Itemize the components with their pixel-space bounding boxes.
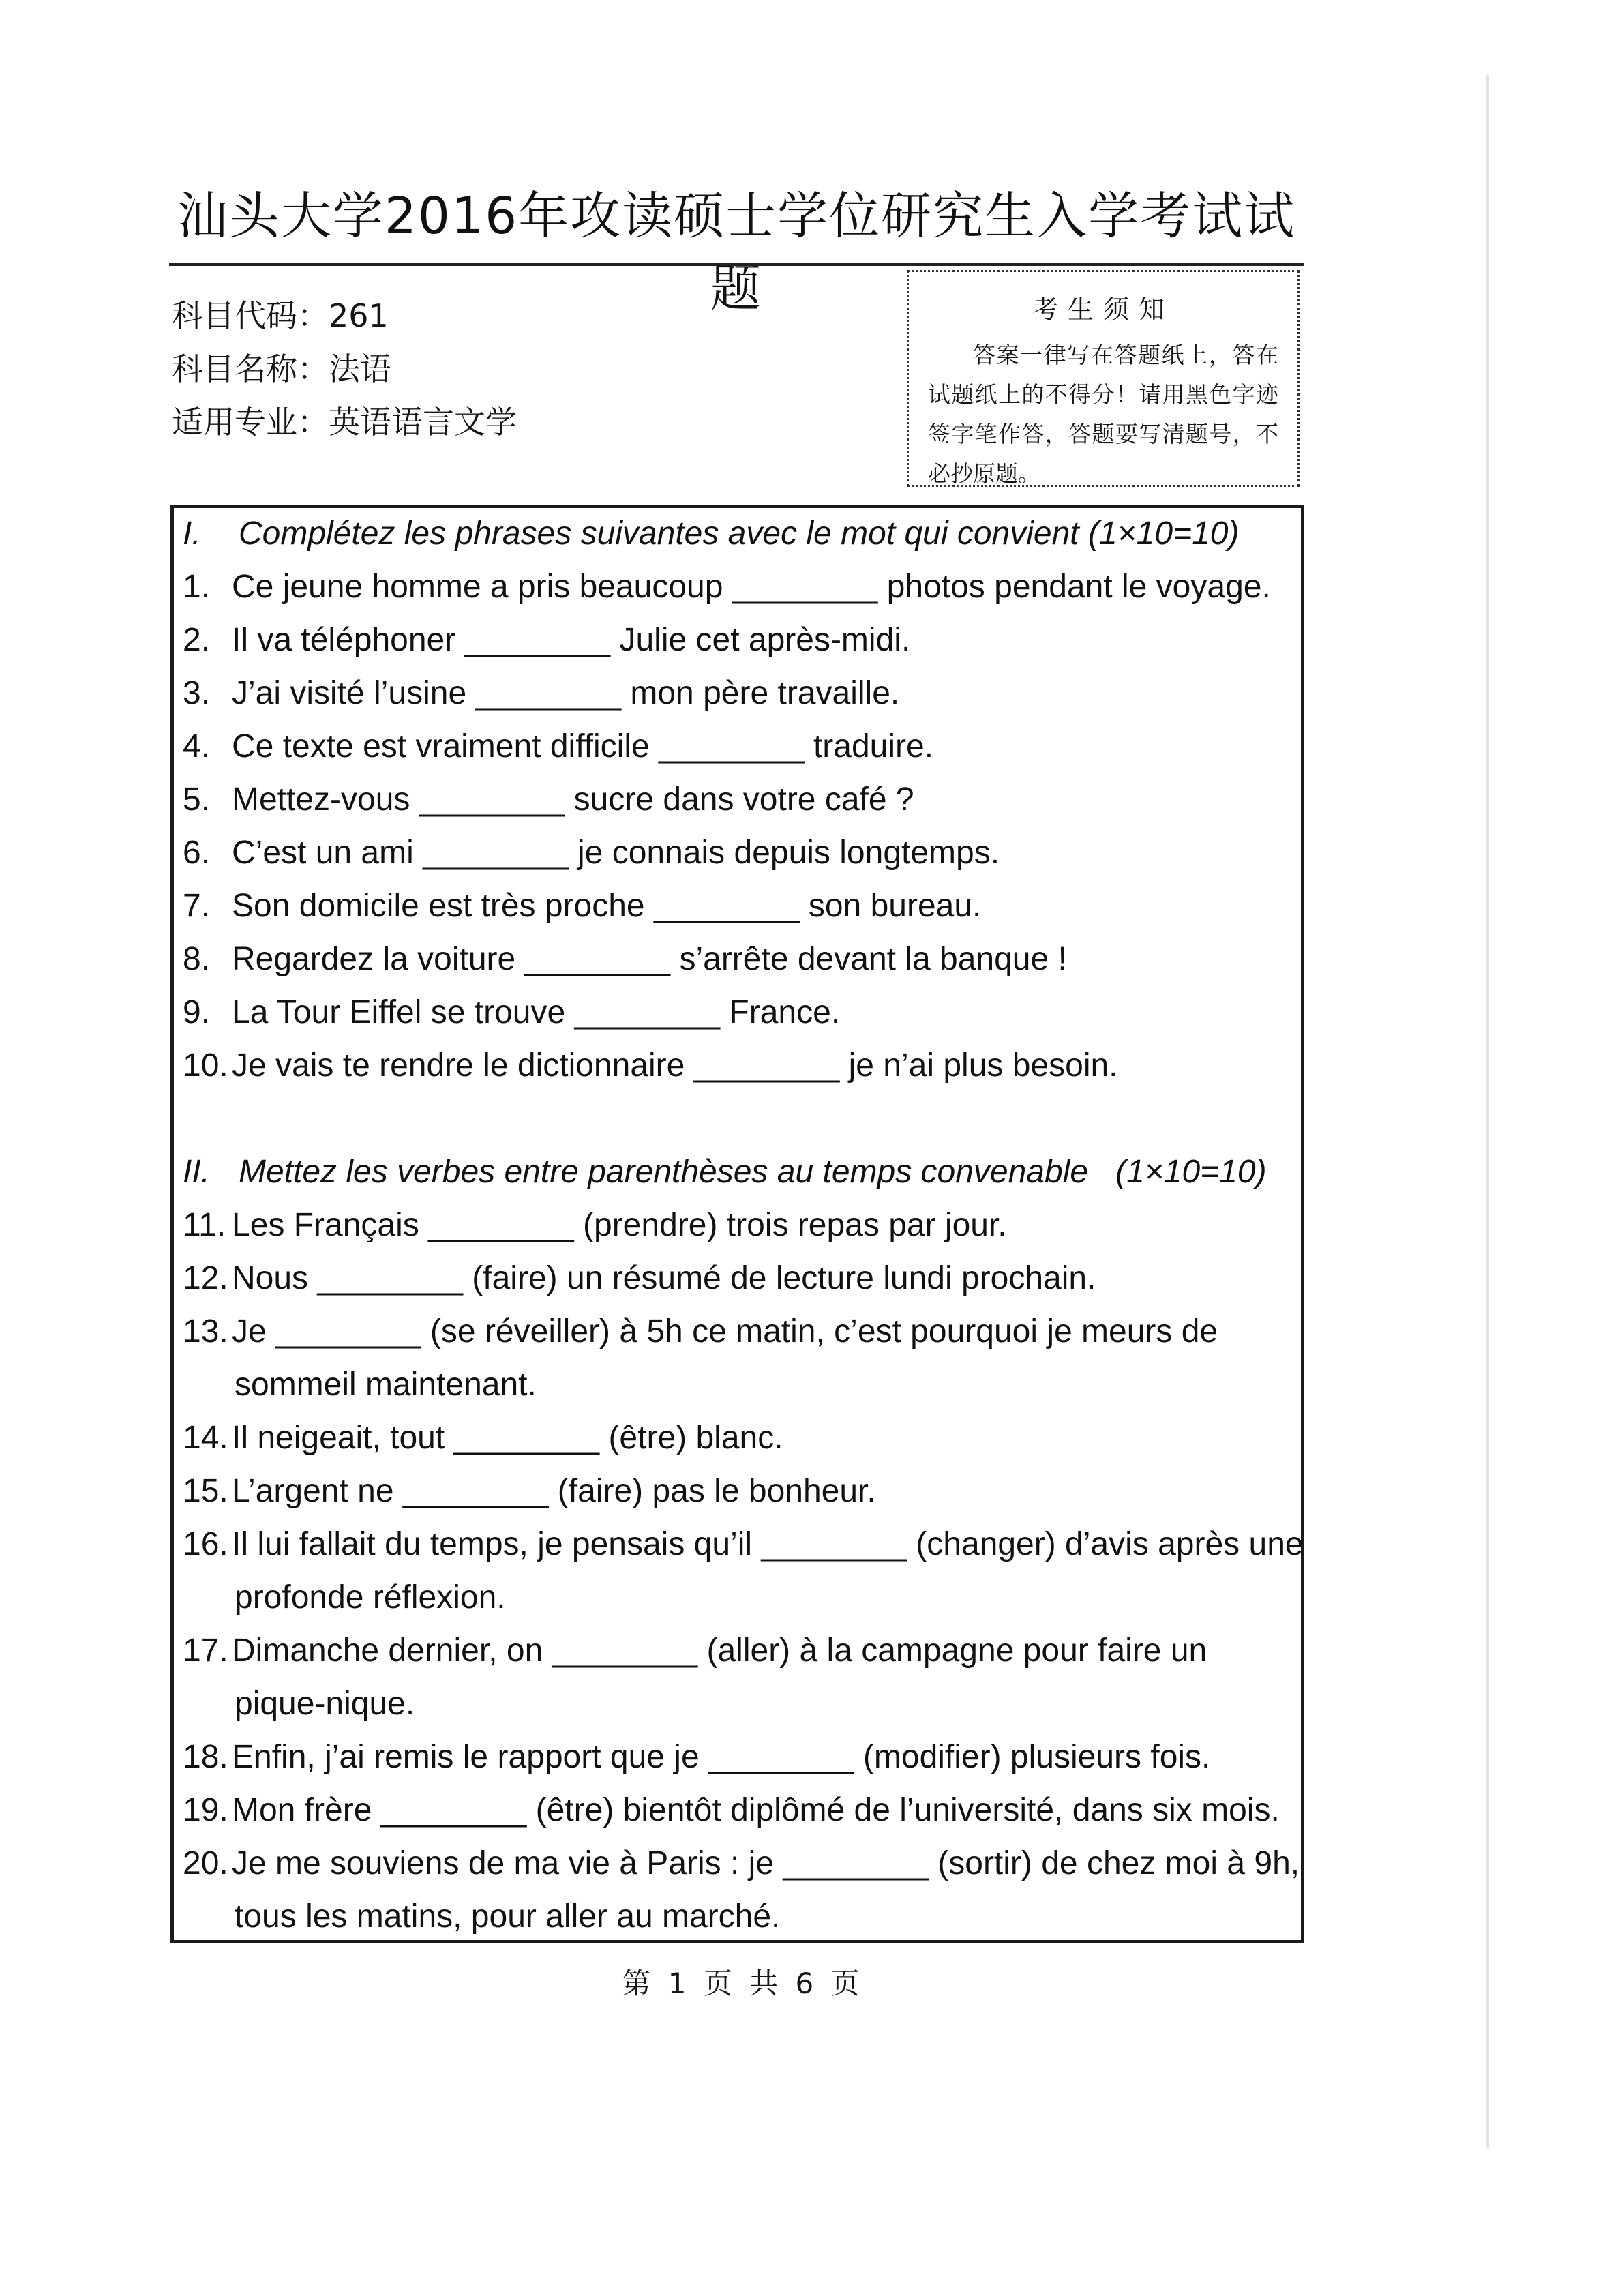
question-number: 11. [183, 1207, 226, 1243]
question-text: Mettez-vous ________ sucre dans votre café ? [232, 781, 914, 818]
question-text: Son domicile est très proche ________ son bureau. [232, 888, 982, 924]
question-7 [183, 880, 1301, 933]
question-text: C’est un ami ________ je connais depuis longtemps. [232, 835, 1000, 871]
question-20-continuation: tous les matins, pour aller au marché. [235, 1898, 781, 1935]
question-6 [183, 826, 1301, 880]
notice-body: 答案一律写在答题纸上，答在试题纸上的不得分！请用黑色字迹签字笔作答，答题要写清题号，不必抄原题。 [928, 342, 1278, 487]
question-text: Il va téléphoner ________ Julie cet après-midi. [232, 622, 911, 658]
question-text: Dimanche dernier, on ________ (aller) à la campagne pour faire un [232, 1632, 1207, 1669]
section-2-title: Mettez les verbes entre parenthèses au temps convenable [239, 1154, 1089, 1190]
question-12 [183, 1252, 1301, 1305]
question-16 [183, 1518, 1304, 1571]
question-number: 5. [183, 781, 211, 818]
question-text: L’argent ne ________ (faire) pas le bonheur. [232, 1473, 876, 1509]
section-2-number: II. [183, 1154, 211, 1190]
question-text: J’ai visité l’usine ________ mon père travaille. [232, 675, 900, 711]
question-17 [183, 1624, 1301, 1678]
question-text: Ce jeune homme a pris beaucoup ________ photos pendant le voyage. [232, 569, 1271, 605]
question-10 [183, 1039, 1301, 1092]
question-11 [183, 1199, 1301, 1252]
question-4 [183, 720, 1301, 773]
question-17-continuation: pique-nique. [235, 1686, 415, 1722]
page-footer: 第 1 页 共 6 页 [622, 1967, 864, 2000]
exam-meta [172, 289, 517, 449]
question-number: 9. [183, 994, 211, 1030]
subject-name-label: 科目名称： [172, 351, 329, 387]
question-text: Mon frère ________ (être) bientôt diplômé de l’université, dans six mois. [232, 1792, 1280, 1828]
question-number: 13. [183, 1313, 228, 1350]
section-gap [183, 1092, 1301, 1146]
section-2-score: (1×10=10) [1115, 1154, 1267, 1190]
question-text: Enfin, j’ai remis le rapport que je ________ (modifier) plusieurs fois. [232, 1739, 1211, 1775]
question-9 [183, 986, 1301, 1039]
question-8 [183, 933, 1301, 986]
question-number: 8. [183, 941, 211, 977]
question-20 [183, 1837, 1301, 1890]
question-text: Nous ________ (faire) un résumé de lecture lundi prochain. [232, 1260, 1096, 1296]
subject-code-row [172, 289, 517, 342]
title-divider [169, 263, 1304, 266]
section-2-heading [183, 1146, 1301, 1199]
question-15 [183, 1465, 1301, 1518]
question-number: 6. [183, 835, 211, 871]
scan-edge [1486, 75, 1489, 2148]
subject-code-label: 科目代码： [172, 297, 329, 334]
question-1 [183, 561, 1301, 614]
question-number: 14. [183, 1420, 228, 1456]
question-text: Je ________ (se réveiller) à 5h ce matin, c’est pourquoi je meurs de [232, 1313, 1218, 1350]
question-5 [183, 773, 1301, 826]
question-number: 4. [183, 728, 211, 764]
question-number: 16. [183, 1526, 228, 1562]
question-number: 7. [183, 888, 211, 924]
question-text: Les Français ________ (prendre) trois repas par jour. [232, 1207, 1007, 1243]
notice-title: 考生须知 [1032, 295, 1174, 325]
major-value: 英语语言文学 [329, 404, 517, 441]
question-number: 1. [183, 569, 211, 605]
question-number: 20. [183, 1845, 228, 1881]
question-number: 10. [183, 1047, 228, 1084]
question-number: 17. [183, 1632, 228, 1669]
question-19 [183, 1784, 1301, 1837]
question-14 [183, 1412, 1301, 1465]
question-number: 3. [183, 675, 211, 711]
exam-title: 汕头大学2016年攻读硕士学位研究生入学考试试题 [177, 187, 1296, 318]
subject-code-value: 261 [329, 297, 389, 334]
question-number: 2. [183, 622, 211, 658]
question-text: Il lui fallait du temps, je pensais qu’il ________ (changer) d’avis après une [232, 1526, 1304, 1562]
question-text: Il neigeait, tout ________ (être) blanc. [232, 1420, 783, 1456]
question-16-continuation: profonde réflexion. [235, 1579, 506, 1615]
question-text: Regardez la voiture ________ s’arrête devant la banque ! [232, 941, 1067, 977]
question-number: 12. [183, 1260, 228, 1296]
major-row [172, 396, 517, 449]
question-number: 18. [183, 1739, 228, 1775]
question-text: La Tour Eiffel se trouve ________ France. [232, 994, 841, 1030]
question-13 [183, 1305, 1301, 1358]
questions-content [183, 507, 1304, 1943]
section-1-number: I. [183, 516, 201, 552]
section-1-heading [183, 507, 1301, 561]
question-2 [183, 614, 1301, 667]
section-1-title: Complétez les phrases suivantes avec le mot qui convient (1×10=10) [239, 516, 1240, 552]
question-number: 15. [183, 1473, 228, 1509]
question-text: Ce texte est vraiment difficile ________ traduire. [232, 728, 934, 764]
subject-name-row [172, 342, 517, 396]
question-13-continuation: sommeil maintenant. [235, 1367, 537, 1403]
question-3 [183, 667, 1301, 720]
candidate-notice-box [907, 270, 1300, 487]
question-number: 19. [183, 1792, 228, 1828]
question-text: Je me souviens de ma vie à Paris : je ________ (sortir) de chez moi à 9h, [232, 1845, 1300, 1881]
question-text: Je vais te rendre le dictionnaire ________ je n’ai plus besoin. [232, 1047, 1118, 1084]
major-label: 适用专业： [172, 404, 329, 441]
subject-name-value: 法语 [329, 351, 391, 387]
question-18 [183, 1731, 1301, 1784]
